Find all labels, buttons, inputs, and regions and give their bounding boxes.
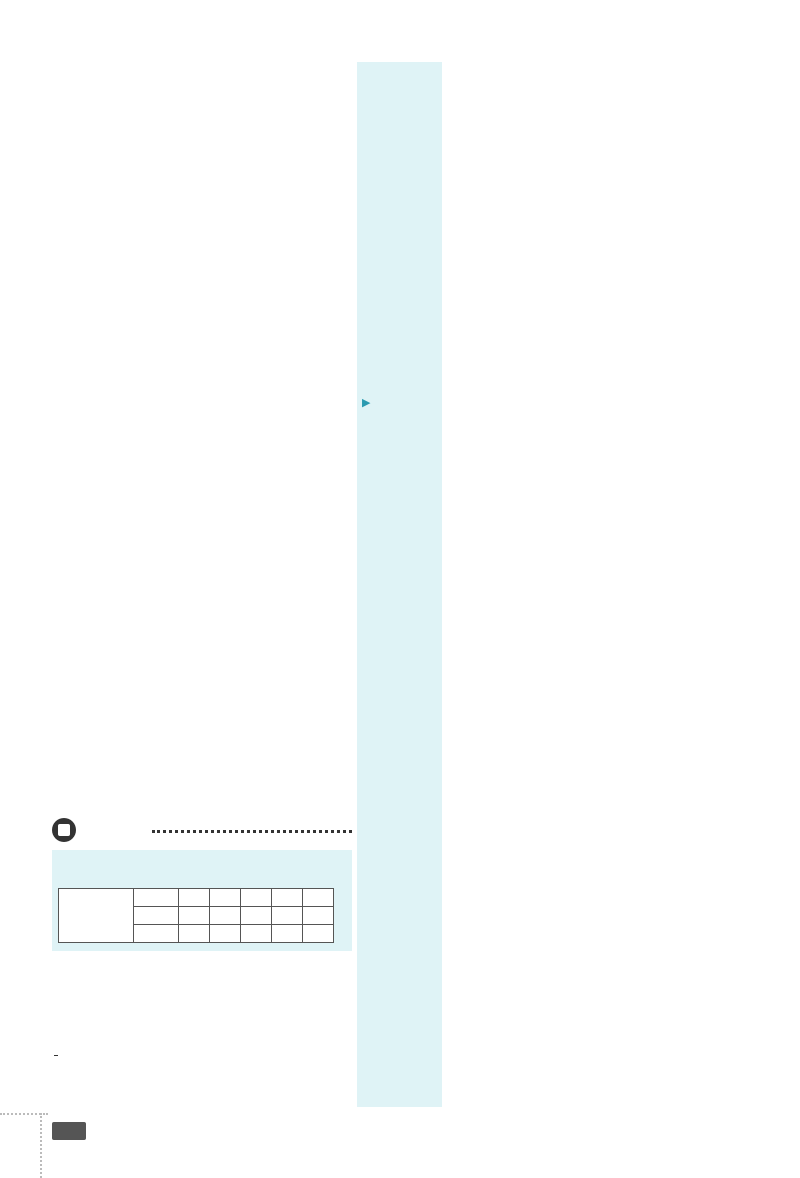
quick-answer-label <box>59 889 134 943</box>
answer-letter <box>54 1037 58 1056</box>
question-1 <box>52 1032 352 1062</box>
link-note-title: ▶ <box>362 396 371 409</box>
range-cell <box>134 889 179 907</box>
answer-cell <box>179 889 210 907</box>
link-note <box>362 392 440 414</box>
answer-cell <box>272 889 303 907</box>
answer-cell <box>179 925 210 943</box>
answer-cell <box>303 889 334 907</box>
dotted-divider <box>152 830 352 833</box>
range-cell <box>134 925 179 943</box>
power-section-header <box>52 818 352 844</box>
pencil-badge-icon <box>52 818 76 842</box>
answer-cell <box>272 925 303 943</box>
answer-cell <box>272 907 303 925</box>
corner-dotted-line <box>40 1113 42 1178</box>
answer-cell <box>210 907 241 925</box>
intro-text <box>58 856 348 884</box>
answer-cell <box>210 889 241 907</box>
answer-cell <box>210 925 241 943</box>
page-number <box>52 1122 86 1140</box>
reading-intro <box>52 850 352 951</box>
answer-cell <box>303 925 334 943</box>
answer-cell <box>303 907 334 925</box>
range-cell <box>134 907 179 925</box>
answer-cell <box>241 925 272 943</box>
page-header <box>58 50 100 66</box>
answer-cell <box>179 907 210 925</box>
answer-cell <box>241 889 272 907</box>
quick-answer-table <box>58 888 334 943</box>
answer-cell <box>241 907 272 925</box>
sidebar-strip <box>357 62 442 1107</box>
